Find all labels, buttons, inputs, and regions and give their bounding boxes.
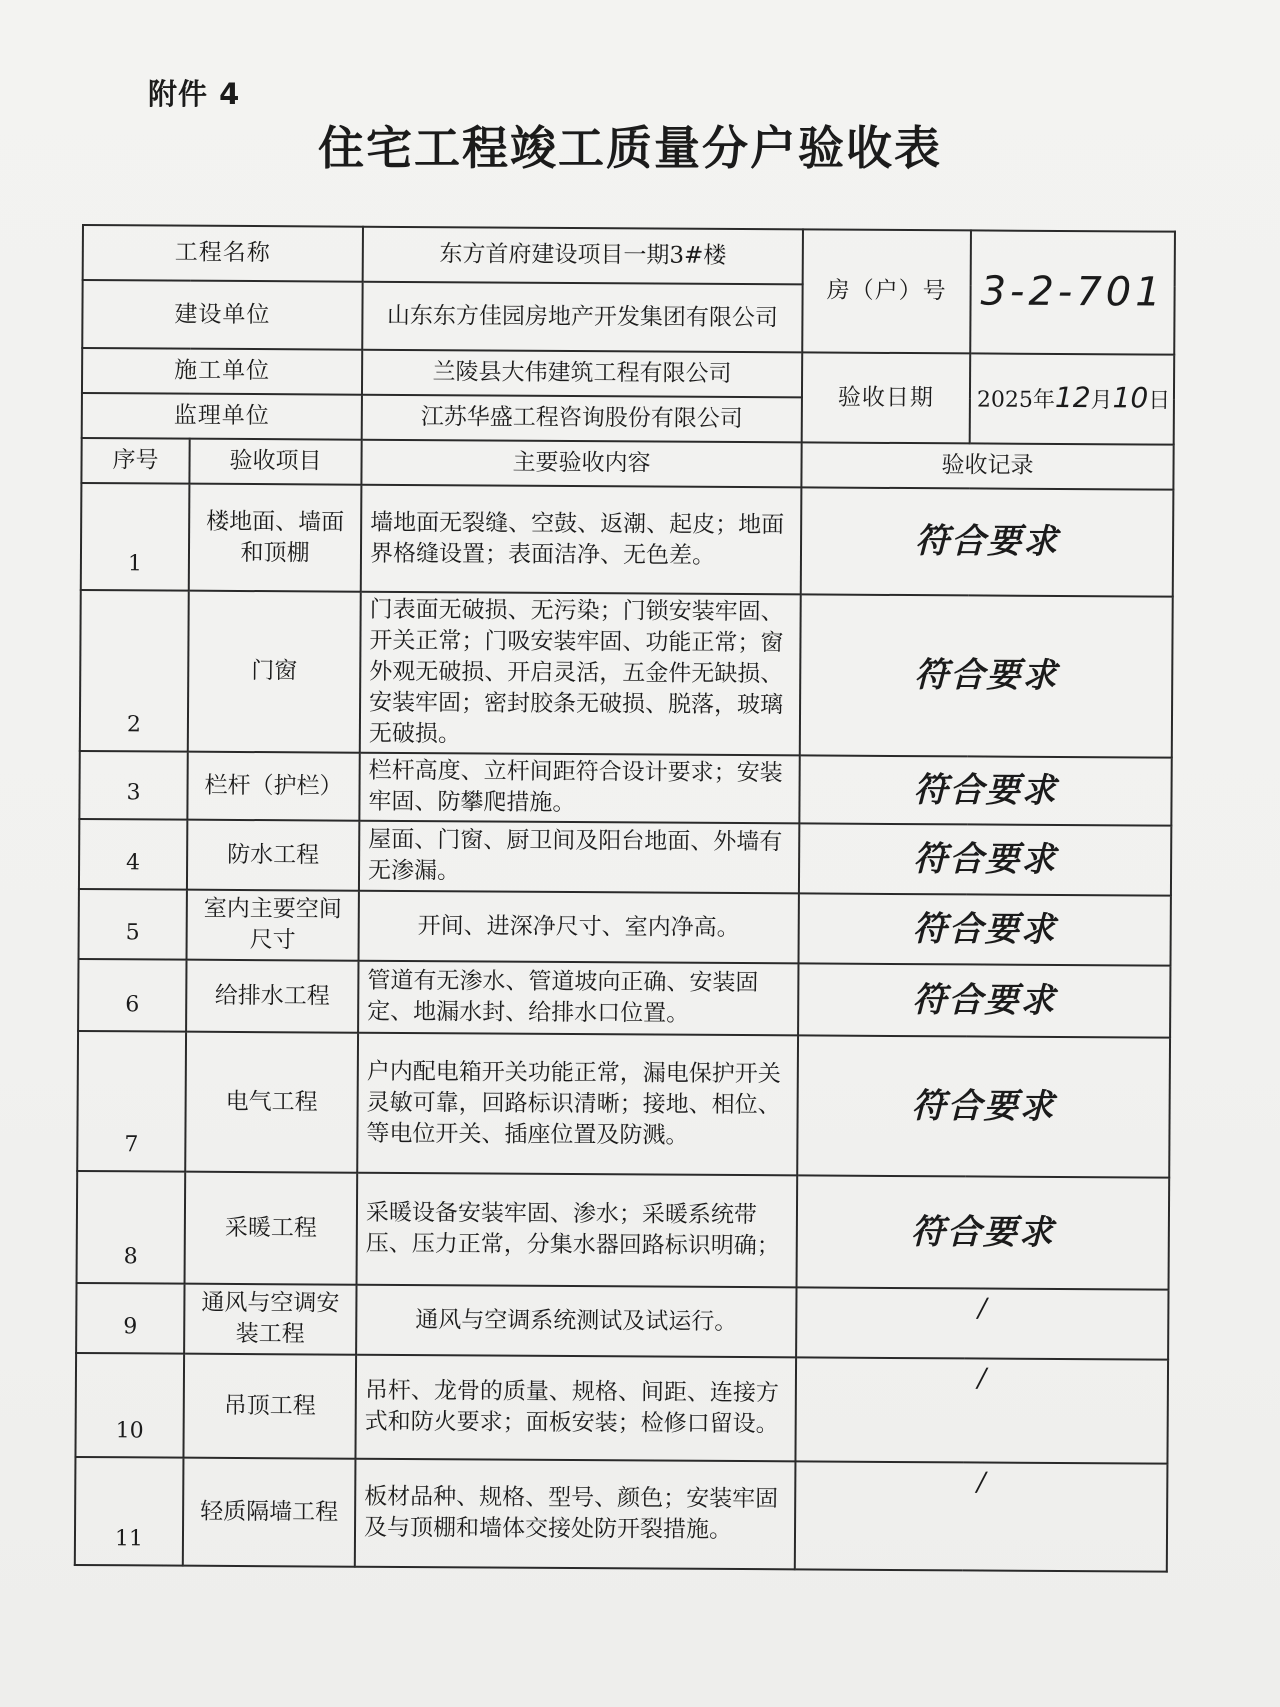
row-record: / <box>795 1357 1168 1463</box>
col-header-no: 序号 <box>81 438 189 484</box>
project-name-label: 工程名称 <box>83 225 363 282</box>
table-row <box>75 1457 1168 1572</box>
row-number: 5 <box>79 889 187 960</box>
row-content: 管道有无渗水、管道坡向正确、安装固定、地漏水封、给排水口位置。 <box>358 961 798 1036</box>
row-item: 吊顶工程 <box>183 1354 356 1459</box>
row-content: 采暖设备安装牢固、渗水；采暖系统带压、压力正常，分集水器回路标识明确； <box>357 1173 798 1288</box>
row-record: 符合要求 <box>799 755 1171 825</box>
info-row-project <box>83 225 1175 287</box>
col-header-record: 验收记录 <box>801 442 1173 489</box>
row-record: / <box>796 1287 1168 1359</box>
date-day: 10 <box>1112 381 1149 415</box>
attachment-label: 附件 4 <box>148 77 241 111</box>
row-item: 电气工程 <box>185 1032 358 1173</box>
row-record: 符合要求 <box>797 1175 1170 1289</box>
row-record: 符合要求 <box>799 823 1171 895</box>
builder-value: 山东东方佳园房地产开发集团有限公司 <box>362 282 802 353</box>
row-content: 通风与空调系统测试及试运行。 <box>356 1285 796 1358</box>
row-content: 栏杆高度、立杆间距符合设计要求；安装牢固、防攀爬措施。 <box>359 753 799 824</box>
row-number: 11 <box>75 1457 184 1566</box>
row-content: 板材品种、规格、型号、颜色；安装牢固及与顶棚和墙体交接处防开裂措施。 <box>355 1459 796 1570</box>
table-row <box>77 1171 1170 1290</box>
row-number: 6 <box>78 959 186 1032</box>
row-item: 通风与空调安装工程 <box>184 1284 356 1355</box>
row-record: 符合要求 <box>798 893 1170 965</box>
row-item: 栏杆（护栏） <box>187 752 359 821</box>
info-row-contractor <box>82 348 1174 400</box>
row-item: 防水工程 <box>187 820 359 891</box>
row-number: 1 <box>81 483 190 591</box>
table-row <box>81 483 1174 597</box>
row-number: 2 <box>80 590 189 752</box>
date-label: 验收日期 <box>802 352 971 443</box>
supervisor-value: 江苏华盛工程咨询股份有限公司 <box>362 395 802 443</box>
row-record: / <box>795 1461 1168 1571</box>
builder-label: 建设单位 <box>82 280 362 350</box>
date-month-unit: 月 <box>1090 388 1113 414</box>
unit-number-label: 房（户）号 <box>802 229 971 353</box>
row-item: 室内主要空间尺寸 <box>187 890 359 961</box>
col-header-content: 主要验收内容 <box>361 440 801 488</box>
row-number: 8 <box>77 1171 186 1284</box>
date-day-unit: 日 <box>1148 388 1171 414</box>
table-row <box>77 1031 1170 1178</box>
row-content: 吊杆、龙骨的质量、规格、间距、连接方式和防火要求；面板安装；检修口留设。 <box>355 1355 796 1462</box>
row-content: 墙地面无裂缝、空鼓、返潮、起皮；地面界格缝设置；表面洁净、无色差。 <box>361 485 802 595</box>
table-row <box>79 819 1171 896</box>
contractor-value: 兰陵县大伟建筑工程有限公司 <box>362 350 802 398</box>
table-row <box>80 590 1173 758</box>
row-number: 3 <box>79 751 187 820</box>
form-title: 住宅工程竣工质量分户验收表 <box>318 121 942 175</box>
table-row <box>76 1283 1168 1360</box>
table-row <box>75 1353 1168 1464</box>
row-number: 4 <box>79 819 187 890</box>
row-record: 符合要求 <box>798 963 1170 1037</box>
row-item: 给排水工程 <box>186 960 358 1033</box>
row-item: 楼地面、墙面和顶棚 <box>189 484 362 592</box>
unit-number-value: 3-2-701 <box>970 230 1175 354</box>
table-row <box>78 959 1170 1038</box>
row-content: 开间、进深净尺寸、室内净高。 <box>359 891 799 964</box>
row-content: 门表面无破损、无污染；门锁安装牢固、开关正常；门吸安装牢固、功能正常；窗外观无破损、开启灵活，五金件无缺损、 安装牢固；密封胶条无破损、脱落，玻璃无破损。 <box>360 592 801 756</box>
row-item: 轻质隔墙工程 <box>183 1458 356 1567</box>
row-number: 10 <box>75 1353 184 1458</box>
row-number: 7 <box>77 1031 186 1172</box>
project-name-value: 东方首府建设项目一期3#楼 <box>363 227 803 285</box>
date-year: 2025年 <box>976 387 1056 413</box>
row-content: 屋面、门窗、厨卫间及阳台地面、外墙有无渗漏。 <box>359 821 799 894</box>
supervisor-label: 监理单位 <box>82 393 362 440</box>
row-number: 9 <box>76 1283 184 1354</box>
row-content: 户内配电箱开关功能正常，漏电保护开关灵敏可靠，回路标识清晰；接地、相位、等电位开关、插座位置及防溅。 <box>357 1033 798 1176</box>
row-record: 符合要求 <box>801 487 1174 596</box>
table-row <box>79 889 1171 966</box>
table-row <box>79 751 1171 826</box>
date-value <box>970 353 1175 444</box>
col-header-item: 验收项目 <box>189 439 361 485</box>
acceptance-table <box>74 224 1176 1573</box>
row-item: 门窗 <box>188 591 361 753</box>
acceptance-form <box>74 224 1174 1573</box>
date-month: 12 <box>1054 380 1091 415</box>
row-record: 符合要求 <box>797 1035 1170 1177</box>
contractor-label: 施工单位 <box>82 348 362 395</box>
row-item: 采暖工程 <box>185 1172 358 1285</box>
row-record: 符合要求 <box>800 594 1173 757</box>
column-header-row <box>81 438 1173 490</box>
